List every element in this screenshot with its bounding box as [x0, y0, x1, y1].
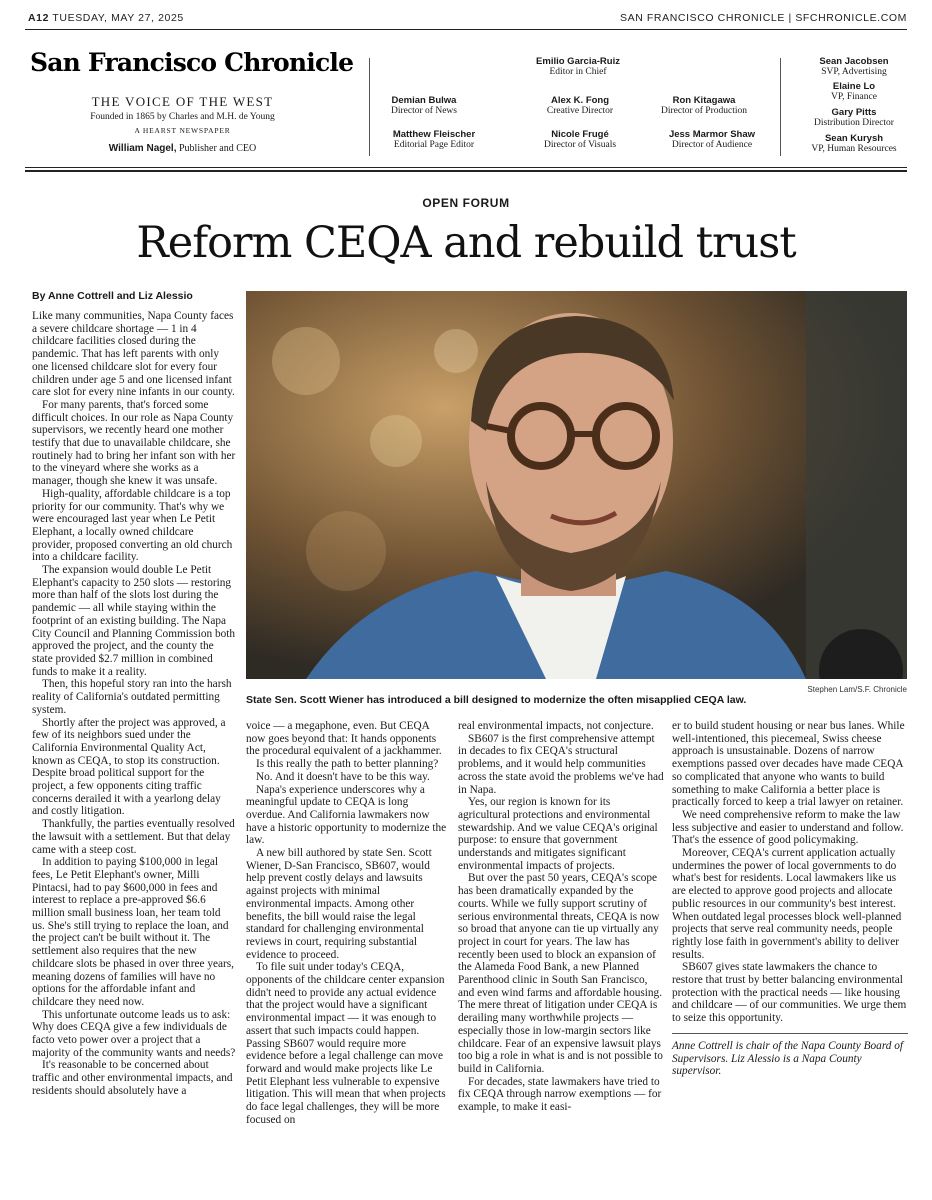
paragraph: The expansion would double Le Petit Elephant's capacity to 250 slots — restoring more than half of the slots lost during the pandemic — all while staying within the footprint of an existing building. The Napa City Council and Planning Commission both approved the project, and the county the state provided $2.7 million in combined funds to make it a reality. [32, 564, 236, 678]
paragraph: In addition to paying $100,000 in legal fees, Le Petit Elephant's owner, Milli Pintacsi, had to pay $600,000 in fees and interest to replace a pre-approved $6.6 million small business loan, her team told us. She's still trying to replace the loan, and the project can't be built without it. The settlement also requires that the new childcare slots be phased in over three years, meaning dozens of families will have no options for the affordable infant and childcare they need now. [32, 856, 235, 1008]
exec-title: Creative Director [546, 106, 614, 116]
column-3 [458, 720, 664, 1114]
exec-title: VP, Human Resources [811, 144, 897, 154]
exec-name: Jess Marmor Shaw [668, 129, 756, 140]
article-photo [246, 291, 907, 679]
headline: Reform CEQA and rebuild trust [136, 218, 796, 268]
exec-director-production [634, 95, 774, 117]
author-bio: Anne Cottrell is chair of the Napa County Board of Supervisors. Liz Alessio is a Napa County supervisor. [672, 1039, 904, 1078]
section-kicker: OPEN FORUM [422, 196, 510, 210]
paper-name-small: SAN FRANCISCO CHRONICLE [620, 12, 785, 24]
exec-title: Director of News [391, 106, 457, 116]
paragraph: SB607 gives state lawmakers the chance to restore that trust by better balancing environmental protection with the practical needs — like housing and childcare — of our communities. We urge them to seize this opportunity. [672, 961, 907, 1025]
paragraph: This unfortunate outcome leads us to ask: Why does CEQA give a few individuals de facto veto power over a project that a majority of the community wants and needs? [32, 1008, 236, 1059]
exec-name: Matthew Fleischer [392, 129, 476, 140]
paragraph: Napa's experience underscores why a meaningful update to CEQA is long overdue. And California lawmakers now have a historic opportunity to modernize the law. [246, 783, 447, 847]
top-rule [25, 29, 907, 30]
exec-name: Gary Pitts [831, 107, 877, 118]
publisher-title: Publisher and CEO [179, 143, 257, 154]
folio-left [28, 12, 184, 24]
column-4 [672, 720, 908, 1078]
exec-title: Director of Production [660, 106, 747, 116]
column-2 [246, 720, 448, 1127]
masthead-rule-2 [25, 170, 907, 172]
exec-editorial-page-editor [364, 129, 504, 151]
exec-distribution-director [784, 107, 924, 129]
paragraph: For decades, state lawmakers have tried to fix CEQA through narrow exemptions — for example, to make it easi- [458, 1075, 662, 1114]
exec-svp-advertising [784, 56, 924, 78]
exec-name: Ron Kitagawa [672, 95, 736, 106]
bio-divider [672, 1033, 908, 1034]
masthead-tagline: THE VOICE OF THE WEST [91, 94, 274, 109]
exec-director-visuals [510, 129, 650, 151]
paragraph: It's reasonable to be concerned about traffic and other environmental impacts, and residents should absolutely have a [32, 1059, 233, 1097]
masthead-hearst: A HEARST NEWSPAPER [134, 126, 231, 135]
paragraph: Is this really the path to better planning? [256, 758, 439, 771]
paragraph: voice — a megaphone, even. But CEQA now goes beyond that: It hands opponents the procedural equivalent of a jackhammer. [246, 720, 442, 758]
paragraph: er to build student housing or near bus lanes. While well-intentioned, this piecemeal, Swiss cheese approach is unsustainable. Dozens of narrow exemptions passed over decades have made CEQA so complicated that anyone who wants to build something to make California a better place is practically forced to keep a trial lawyer on retainer. [672, 720, 905, 809]
paragraph: Then, this hopeful story ran into the harsh reality of California's outdated permitting system. [32, 678, 232, 716]
exec-title: Distribution Director [814, 118, 894, 128]
exec-title: SVP, Advertising [821, 67, 887, 77]
paragraph: Like many communities, Napa County faces a severe childcare shortage — 1 in 4 childcare facilities closed during the pandemic. That has left parents with only one licensed childcare slot for every four children under age 5 and one licensed infant care slot for every nine infants in our county. [32, 310, 235, 399]
publisher-name: William Nagel, [108, 143, 177, 154]
paragraph: High-quality, affordable childcare is a top priority for our community. That's why we were encouraged last year when Le Petit Elephant, a locally owned childcare provider, proposed converting an old church into a childcare facility. [32, 487, 233, 564]
byline: By Anne Cottrell and Liz Alessio [32, 290, 193, 302]
exec-vp-hr [784, 133, 924, 155]
paragraph: Shortly after the project was approved, a few of its neighbors sued under the California Environmental Quality Act, known as CEQA, to stop its construction. Despite broad political support for the project, a few opponents citing traffic concerns derailed it with a yearlong delay and costly litigation. [32, 716, 226, 818]
photo-credit: Stephen Lam/S.F. Chronicle [807, 685, 907, 694]
paragraph: SB607 is the first comprehensive attempt in decades to fix CEQA's structural problems, and it would help communities across the state avoid the problems we've had in Napa. [458, 732, 664, 796]
exec-name: Sean Jacobsen [819, 56, 889, 67]
folio-separator: | [788, 12, 792, 24]
page-number: A12 [28, 12, 50, 24]
issue-date: TUESDAY, MAY 27, 2025 [52, 12, 184, 24]
masthead-logo: San Francisco Chronicle [30, 48, 354, 77]
exec-title: Editor in Chief [549, 67, 607, 77]
masthead-rule-1 [25, 167, 907, 168]
masthead-publisher [30, 143, 335, 154]
photo-caption: State Sen. Scott Wiener has introduced a bill designed to modernize the often misapplied CEQA law. [246, 694, 747, 706]
paragraph: To file suit under today's CEQA, opponents of the childcare center expansion didn't need to provide any actual evidence that the project would have a significant environmental impact — it was enough to assert that such impacts could happen. Passing SB607 would require more evidence before a legal challenge can move forward and would make projects like Le Petit Elephant less vulnerable to expensive litigation. This will mean that when projects do face legal challenges, they will be more focused on [246, 961, 446, 1126]
paragraph: For many parents, that's forced some difficult choices. In our role as Napa County supervisors, we recently heard one mother testify that due to unavailable childcare, she routinely had to bring her infant son with her to the vineyard where she works as a manager, though she knew it was unsafe. [32, 398, 236, 488]
paragraph: real environmental impacts, not conjecture. [458, 720, 654, 732]
paragraph: But over the past 50 years, CEQA's scope has been dramatically expanded by the courts. While we fully support scrutiny of serious environmental threats, CEQA is now so broad that anyone can tie up virtually any project in court for years. The law has recently been used to block an expansion of the Alameda Food Bank, a new Planned Parenthood clinic in South San Francisco, and even wind farms and affordable housing. The mere threat of litigation under CEQA is derailing many worthwhile projects — especially those in low-margin sectors like childcare. Fear of an expensive lawsuit plays too big a role in what is and is not possible to build in California. [458, 872, 663, 1075]
portrait-illustration [246, 291, 907, 679]
paragraph: No. And it doesn't have to be this way. [256, 770, 430, 783]
folio-right [620, 12, 907, 24]
paragraph: Thankfully, the parties eventually resolved the lawsuit with a settlement. But that delay came with a steep cost. [32, 818, 235, 856]
exec-director-news [354, 95, 494, 117]
exec-editor-in-chief [508, 56, 648, 78]
exec-name: Demian Bulwa [391, 95, 457, 106]
paragraph: Moreover, CEQA's current application actually undermines the power of local governments to do what's best for residents. Local lawmakers like us are elected to approve good projects and allocate public resources in our community's best interest. When outdated legal processes block well-planned projects that serve real community needs, people rightly lose faith in government's ability to deliver results. [672, 847, 902, 961]
exec-name: Nicole Frugé [551, 129, 609, 140]
exec-creative-director [510, 95, 650, 117]
exec-name: Elaine Lo [832, 81, 876, 92]
site-link[interactable]: SFCHRONICLE.COM [795, 12, 907, 24]
masthead-founded: Founded in 1865 by Charles and M.H. de Young [90, 112, 275, 122]
exec-name: Alex K. Fong [550, 95, 610, 106]
paragraph: Yes, our region is known for its agricultural protections and environmental stewardship. And we value CEQA's original purpose: to ensure that government understands and mitigates significant environmental impacts of projects. [458, 796, 658, 872]
column-1 [32, 310, 236, 1098]
exec-title: Director of Audience [671, 140, 753, 150]
exec-title: VP, Finance [831, 92, 877, 102]
paragraph: A new bill authored by state Sen. Scott Wiener, D-San Francisco, SB607, would help prevent costly delays and lawsuits against projects with minimal environmental impacts. Among other benefits, the bill would raise the legal standard for challenging environmental reviews in court, requiring substantial evidence to proceed. [246, 847, 432, 961]
exec-title: Editorial Page Editor [393, 140, 475, 150]
paragraph: We need comprehensive reform to make the law less subjective and easier to understand and follow. That's the essence of good policymaking. [672, 808, 904, 847]
exec-director-audience [642, 129, 782, 151]
exec-vp-finance [784, 81, 924, 103]
exec-title: Director of Visuals [543, 140, 617, 150]
exec-name: Emilio Garcia-Ruiz [536, 56, 620, 67]
exec-name: Sean Kurysh [824, 133, 884, 144]
